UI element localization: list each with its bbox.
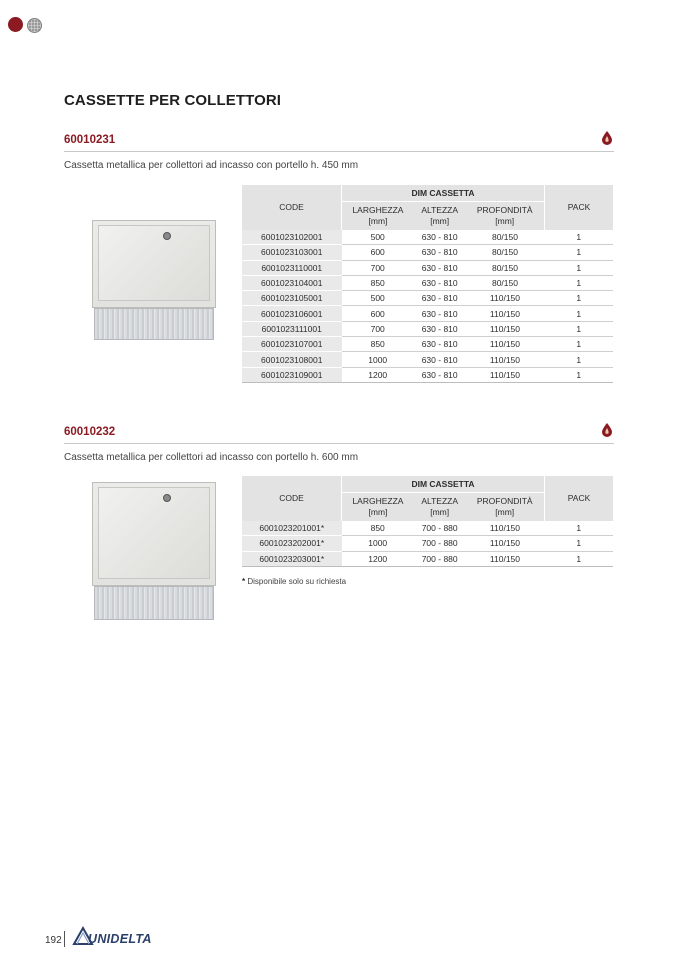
cell-pack: 1 — [545, 551, 614, 566]
unidelta-logo — [72, 925, 172, 947]
spec-table — [242, 185, 613, 383]
water-drop-icon — [602, 423, 612, 437]
cell-pack: 1 — [545, 536, 614, 551]
cell-pack: 1 — [545, 230, 614, 245]
cell-height: 630 - 810 — [414, 306, 466, 321]
cell-width: 1000 — [342, 536, 414, 551]
cell-pack: 1 — [545, 260, 614, 275]
cell-depth: 80/150 — [465, 230, 544, 245]
table-row — [242, 352, 613, 367]
cell-width: 500 — [342, 230, 414, 245]
cell-height: 630 - 810 — [414, 260, 466, 275]
table-row — [242, 536, 613, 551]
lock-icon — [163, 494, 171, 502]
table-row — [242, 230, 613, 245]
section-description: Cassetta metallica per collettori ad incasso con portello h. 600 mm — [64, 452, 359, 463]
cell-code: 6001023107001 — [242, 337, 342, 352]
cabinet-image — [92, 220, 216, 342]
col-depth-header: PROFONDITÀ [mm] — [465, 493, 544, 522]
cell-height: 630 - 810 — [414, 245, 466, 260]
cell-pack: 1 — [545, 245, 614, 260]
cell-width: 700 — [342, 260, 414, 275]
table-row — [242, 367, 613, 382]
cell-pack: 1 — [545, 291, 614, 306]
cell-pack: 1 — [545, 521, 614, 536]
section-header — [64, 131, 614, 152]
cell-depth: 80/150 — [465, 245, 544, 260]
table-row — [242, 275, 613, 290]
footnote-mark: * — [242, 577, 246, 586]
cell-depth: 110/150 — [465, 536, 544, 551]
cell-depth: 110/150 — [465, 521, 544, 536]
table-row — [242, 260, 613, 275]
col-height-header: ALTEZZA [mm] — [414, 493, 466, 522]
cabinet-image — [92, 482, 216, 622]
col-pack-header: PACK — [545, 185, 614, 230]
cell-depth: 110/150 — [465, 551, 544, 566]
section-code: 60010232 — [64, 426, 116, 438]
page-separator — [64, 931, 65, 947]
cell-height: 630 - 810 — [414, 291, 466, 306]
brand-name: UNIDELTA — [88, 932, 152, 946]
table-row — [242, 291, 613, 306]
cell-width: 850 — [342, 337, 414, 352]
cell-code: 6001023201001* — [242, 521, 342, 536]
water-drop-icon — [602, 131, 612, 145]
cell-height: 630 - 810 — [414, 321, 466, 336]
cell-width: 850 — [342, 275, 414, 290]
cell-depth: 110/150 — [465, 367, 544, 382]
section-code: 60010231 — [64, 134, 116, 146]
cell-width: 700 — [342, 321, 414, 336]
cell-width: 500 — [342, 291, 414, 306]
cell-pack: 1 — [545, 352, 614, 367]
cell-code: 6001023103001 — [242, 245, 342, 260]
cell-depth: 110/150 — [465, 352, 544, 367]
table-row — [242, 551, 613, 566]
nav-dot-grey — [27, 18, 42, 33]
cell-height: 700 - 880 — [414, 551, 466, 566]
cell-depth: 110/150 — [465, 306, 544, 321]
nav-dot-red — [8, 17, 23, 32]
footnote-text: Disponibile solo su richiesta — [247, 577, 347, 586]
cell-width: 600 — [342, 306, 414, 321]
cell-code: 6001023202001* — [242, 536, 342, 551]
table-row — [242, 245, 613, 260]
cell-width: 600 — [342, 245, 414, 260]
col-width-header: LARGHEZZA [mm] — [342, 493, 414, 522]
section-description: Cassetta metallica per collettori ad incasso con portello h. 450 mm — [64, 160, 359, 171]
cell-pack: 1 — [545, 321, 614, 336]
cell-width: 1200 — [342, 551, 414, 566]
cell-depth: 110/150 — [465, 291, 544, 306]
cell-depth: 110/150 — [465, 337, 544, 352]
col-depth-header: PROFONDITÀ [mm] — [465, 202, 544, 231]
cell-height: 630 - 810 — [414, 367, 466, 382]
footnote — [242, 577, 346, 586]
cell-height: 630 - 810 — [414, 275, 466, 290]
page-number: 192 — [45, 935, 62, 946]
col-code-header: CODE — [242, 185, 342, 230]
cell-code: 6001023109001 — [242, 367, 342, 382]
page-title: CASSETTE PER COLLETTORI — [64, 92, 282, 109]
cell-height: 630 - 810 — [414, 337, 466, 352]
dim-group-header: DIM CASSETTA — [342, 185, 545, 202]
dim-group-header: DIM CASSETTA — [342, 476, 545, 493]
cell-width: 850 — [342, 521, 414, 536]
cell-height: 630 - 810 — [414, 230, 466, 245]
cell-width: 1000 — [342, 352, 414, 367]
cell-code: 6001023106001 — [242, 306, 342, 321]
cell-depth: 80/150 — [465, 275, 544, 290]
cell-code: 6001023110001 — [242, 260, 342, 275]
col-height-header: ALTEZZA [mm] — [414, 202, 466, 231]
table-row — [242, 321, 613, 336]
cell-pack: 1 — [545, 337, 614, 352]
spec-table — [242, 476, 613, 567]
cell-width: 1200 — [342, 367, 414, 382]
cell-depth: 110/150 — [465, 321, 544, 336]
cell-pack: 1 — [545, 367, 614, 382]
cell-code: 6001023203001* — [242, 551, 342, 566]
col-pack-header: PACK — [545, 476, 614, 521]
section-header — [64, 423, 614, 444]
cell-code: 6001023102001 — [242, 230, 342, 245]
cell-depth: 80/150 — [465, 260, 544, 275]
cell-pack: 1 — [545, 306, 614, 321]
table-row — [242, 306, 613, 321]
col-width-header: LARGHEZZA [mm] — [342, 202, 414, 231]
cell-height: 630 - 810 — [414, 352, 466, 367]
cell-pack: 1 — [545, 275, 614, 290]
cell-code: 6001023111001 — [242, 321, 342, 336]
cell-height: 700 - 880 — [414, 521, 466, 536]
table-row — [242, 337, 613, 352]
cell-code: 6001023108001 — [242, 352, 342, 367]
table-row — [242, 521, 613, 536]
lock-icon — [163, 232, 171, 240]
cell-height: 700 - 880 — [414, 536, 466, 551]
col-code-header: CODE — [242, 476, 342, 521]
cell-code: 6001023104001 — [242, 275, 342, 290]
cell-code: 6001023105001 — [242, 291, 342, 306]
